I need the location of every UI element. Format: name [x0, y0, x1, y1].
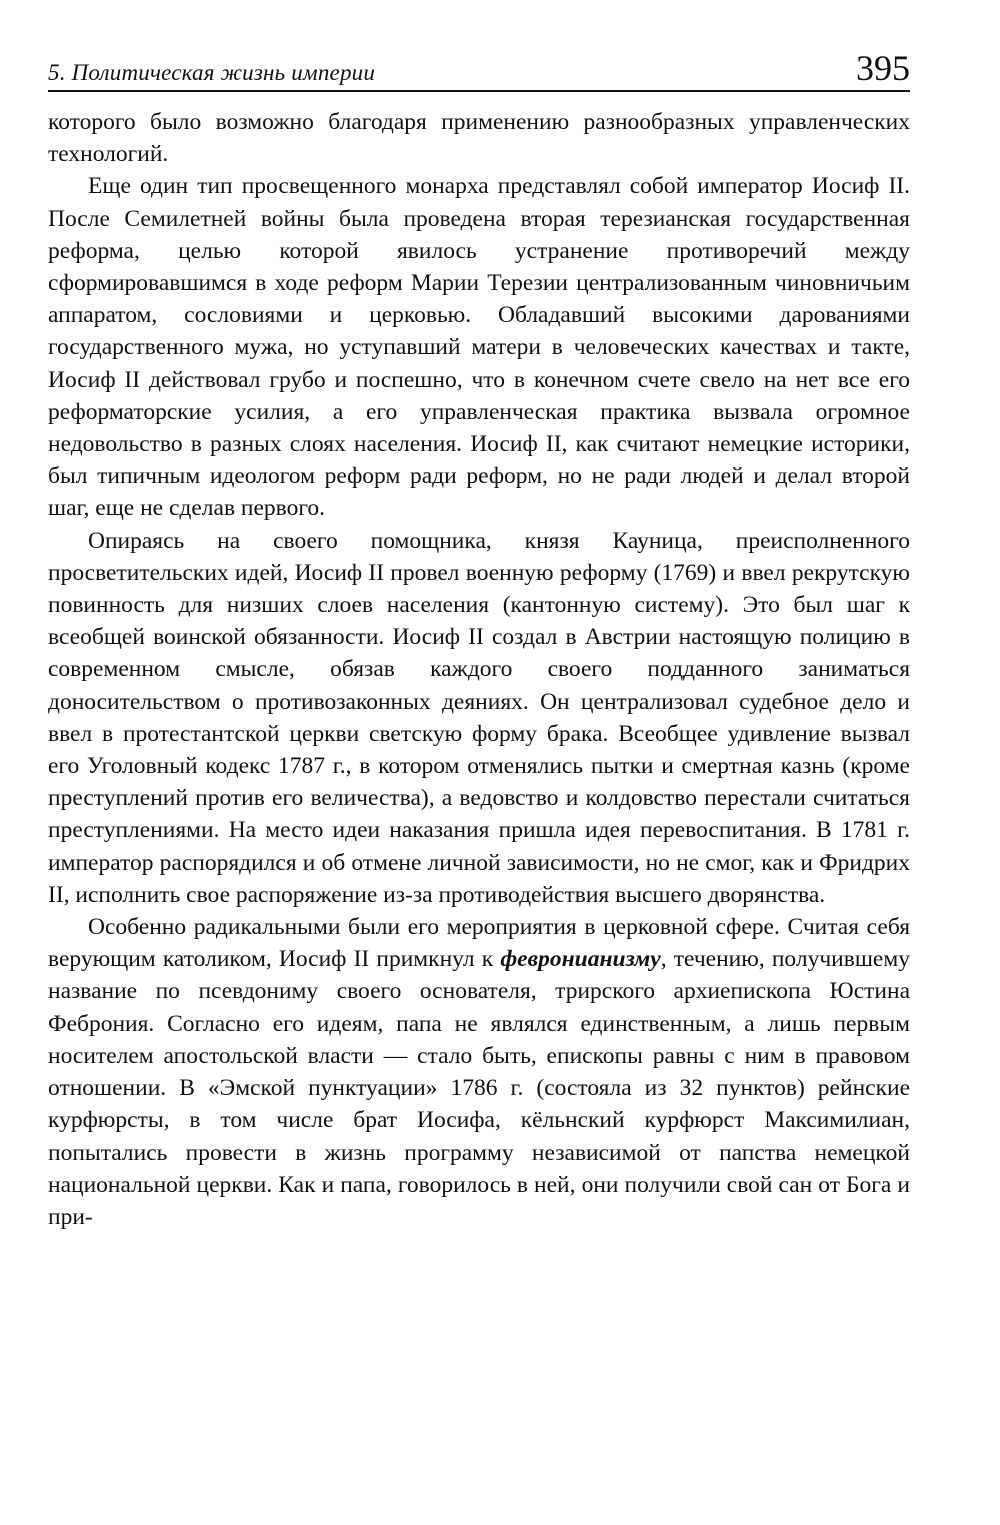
paragraph-joseph-ii: Еще один тип просвещенного монарха представлял собой император Иосиф II. После Семилетней войны была проведена вторая терезианская государственная реформа, целью которой явилось устранение противоречий между сформировавшимся в ходе реформ Марии Терезии централизованным чиновничьим аппаратом, сословиями и церковью. Обладавший высокими дарованиями государственного мужа, но уступавший матери в человеческих качествах и такте, Иосиф II действовал грубо и поспешно, что в конечном счете свело на нет все его реформаторские усилия, а его управленческая практика вызвала огромное недовольство в разных слоях населения. Иосиф II, как считают немецкие историки, был типичным идеологом реформ ради реформ, но не ради людей и делал второй шаг, еще не сделав первого. [48, 173, 910, 522]
running-title: 5. Политическая жизнь империи [48, 60, 376, 85]
page-number: 395 [856, 48, 910, 88]
running-header [48, 40, 910, 92]
paragraph-church-reforms [48, 911, 910, 1233]
body-text [48, 106, 910, 1233]
book-page [48, 40, 910, 1233]
paragraph-continuation: которого было возможно благодаря применению разнообразных управленческих технологий. [48, 109, 910, 168]
paragraph-text-after-emphasis: , течению, получившему название по псевдониму своего основателя, трирского архиепископа Юстина Феброния. Согласно его идеям, папа не являлся единственным, а лишь первым носителем апостольской власти — стало быть, епископы равны с ним в правовом отношении. В «Эмской пунктуации» 1786 г. (состояла из 32 пунктов) рейнские курфюрсты, в том числе брат Иосифа, кёльнский курфюрст Максимилиан, попытались провести в жизнь программу независимой от папства немецкой национальной церкви. Как и папа, говорилось в ней, они получили свой сан от Бога и при- [48, 946, 910, 1230]
paragraph-text-before-emphasis: Особенно радикальными были его мероприятия в церковной сфере. Считая себя верующим католиком, Иосиф II примкнул к [48, 914, 910, 973]
paragraph-kaunitz-reforms: Опираясь на своего помощника, князя Кауница, преисполненного просветительских идей, Иосиф II провел военную реформу (1769) и ввел рекрутскую повинность для низших слоев населения (кантонную систему). Это был шаг к всеобщей воинской обязанности. Иосиф II создал в Австрии настоящую полицию в современном смысле, обязав каждого своего подданного заниматься доносительством о противозаконных деяниях. Он централизовал судебное дело и ввел в протестантской церкви светскую форму брака. Всеобщее удивление вызвал его Уголовный кодекс 1787 г., в котором отменялись пытки и смертная казнь (кроме преступлений против его величества), а ведовство и колдовство перестали считаться преступлениями. На место идеи наказания пришла идея перевоспитания. В 1781 г. император распорядился и об отмене личной зависимости, но не смог, как и Фридрих II, исполнить свое распоряжение из-за противодействия высшего дворянства. [48, 527, 910, 908]
emphasized-term: февронианизму [500, 946, 661, 973]
